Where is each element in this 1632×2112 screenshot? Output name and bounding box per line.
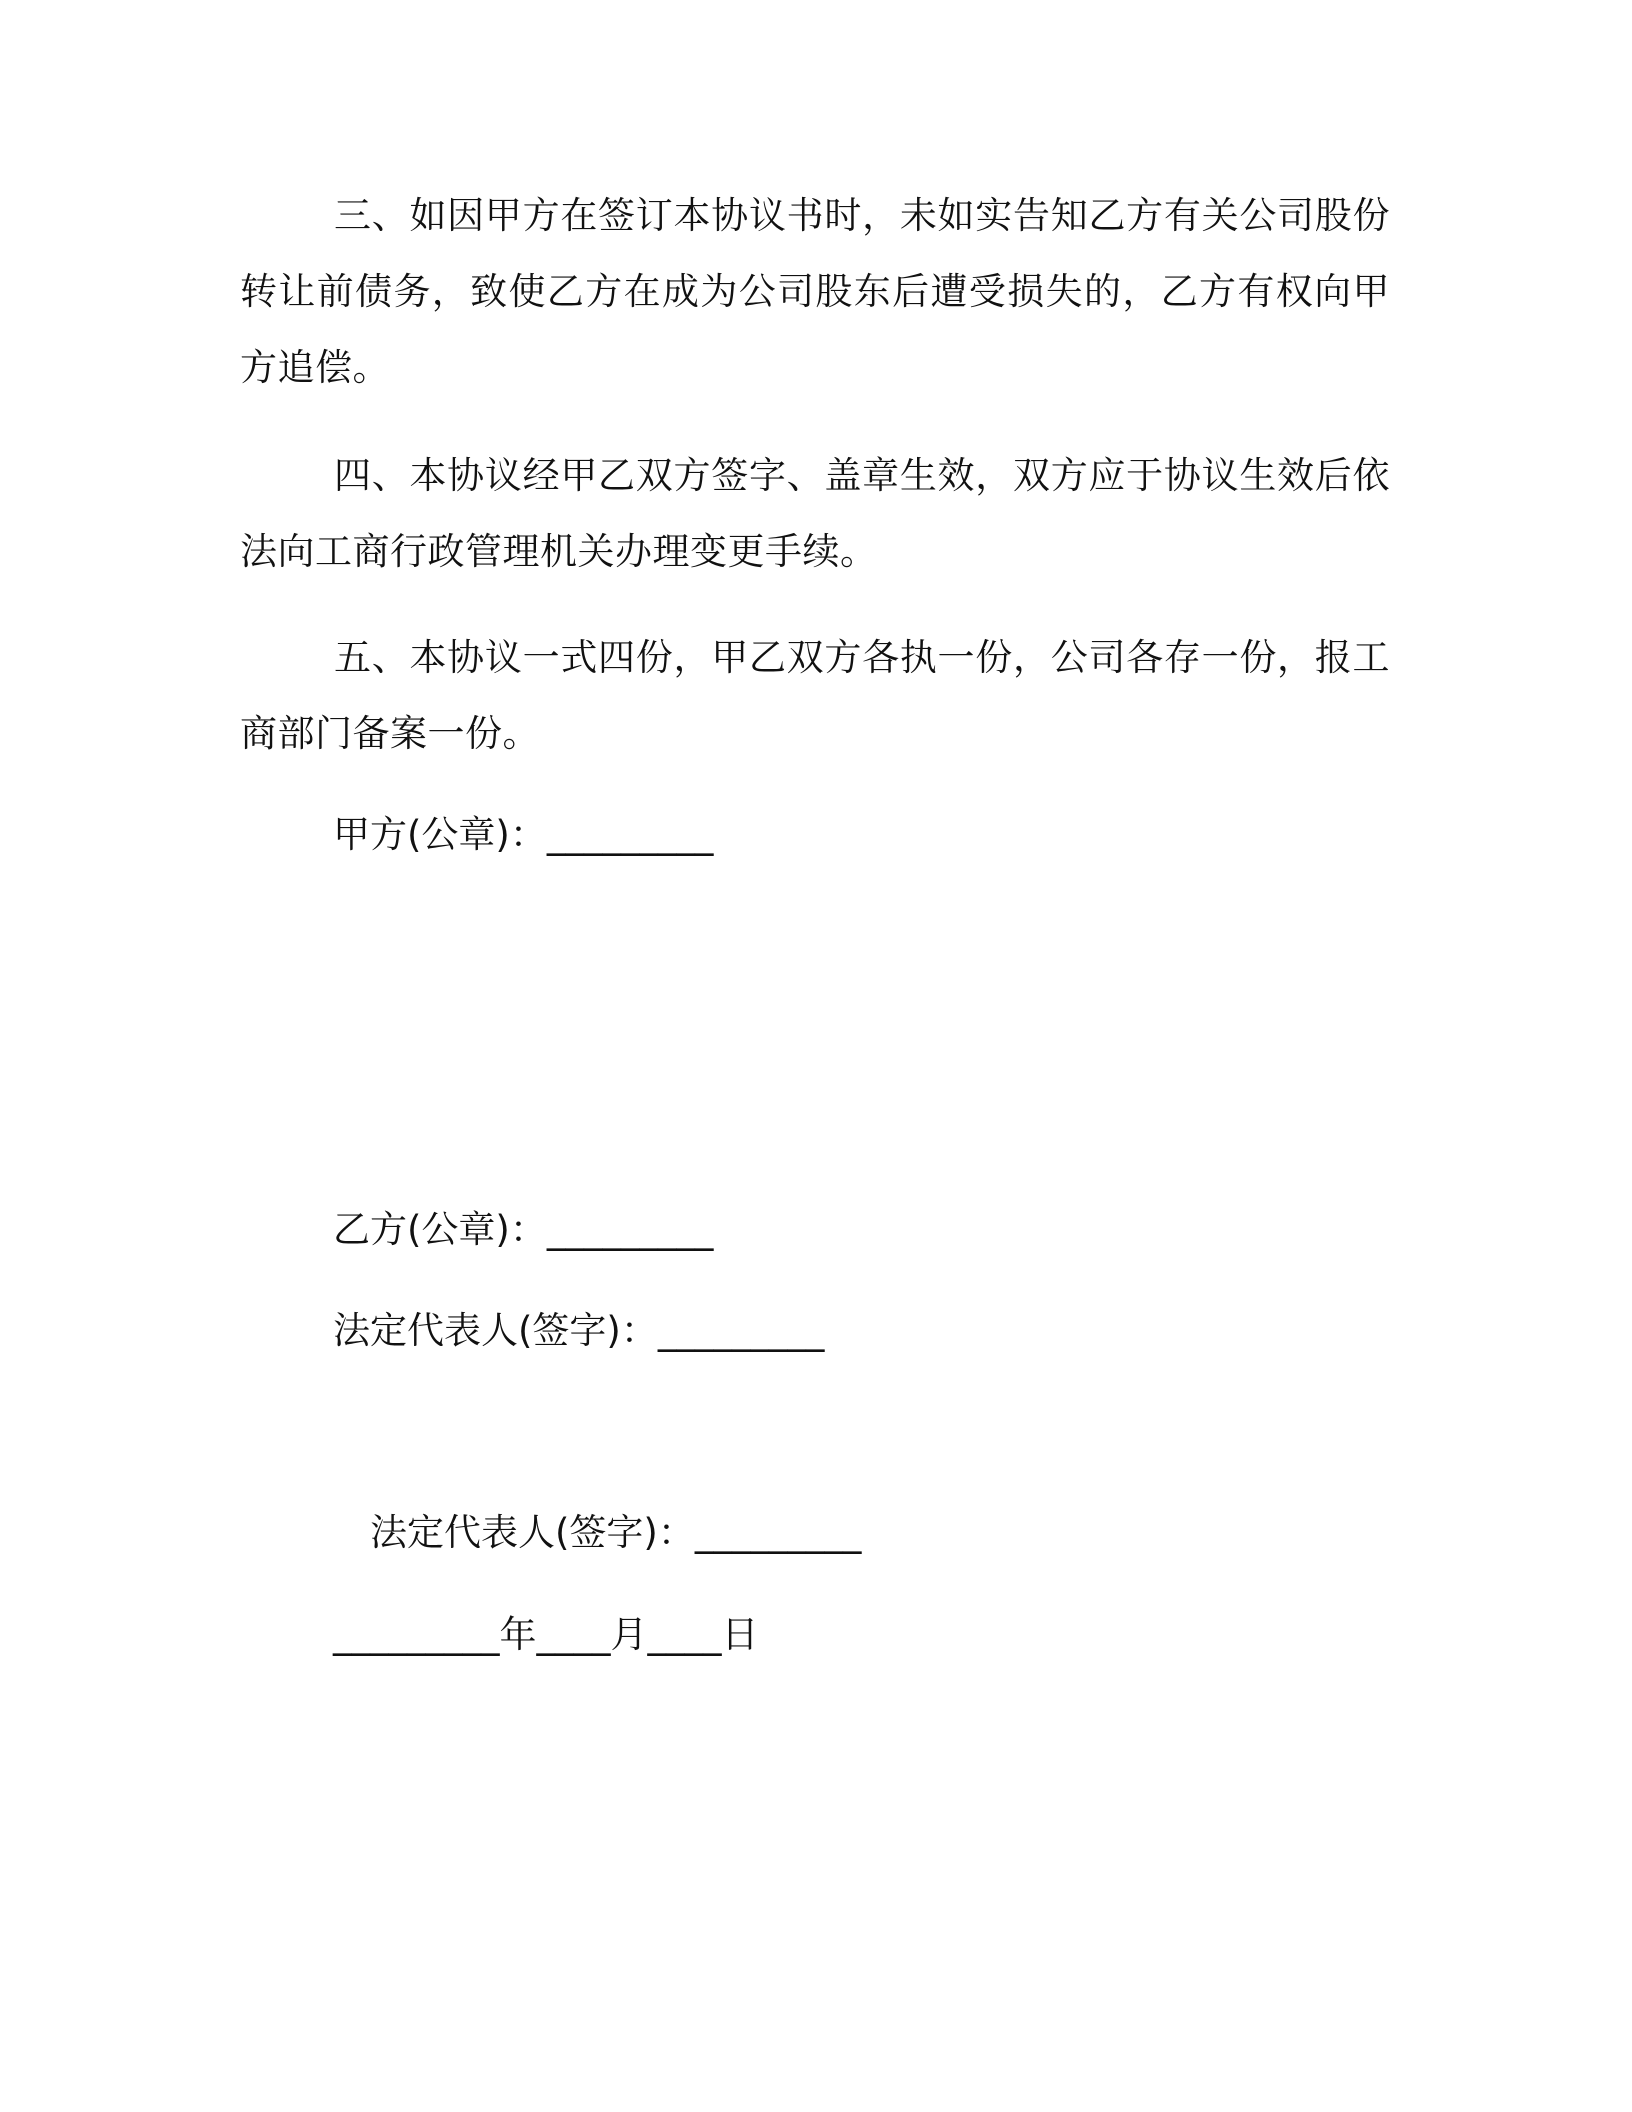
clause-3: 三、如因甲方在签订本协议书时，未如实告知乙方有关公司股份转让前债务，致使乙方在成为公司股东后遭受损失的，乙方有权向甲方追偿。 [240,194,1390,389]
legal-representative-signature-line: 法定代表人(签字)：_________ [333,1309,825,1352]
clause-5: 五、本协议一式四份，甲乙双方各执一份，公司各存一份，报工商部门备案一份。 [240,636,1390,755]
date-line: _________年____月____日 [333,1613,759,1656]
party-a-seal-line: 甲方(公章)：_________ [333,813,714,856]
legal-representative-signature-line-2: 法定代表人(签字)：_________ [370,1511,862,1554]
clause-4: 四、本协议经甲乙双方签字、盖章生效，双方应于协议生效后依法向工商行政管理机关办理变更手续。 [240,454,1390,573]
party-b-seal-line: 乙方(公章)：_________ [333,1208,714,1251]
